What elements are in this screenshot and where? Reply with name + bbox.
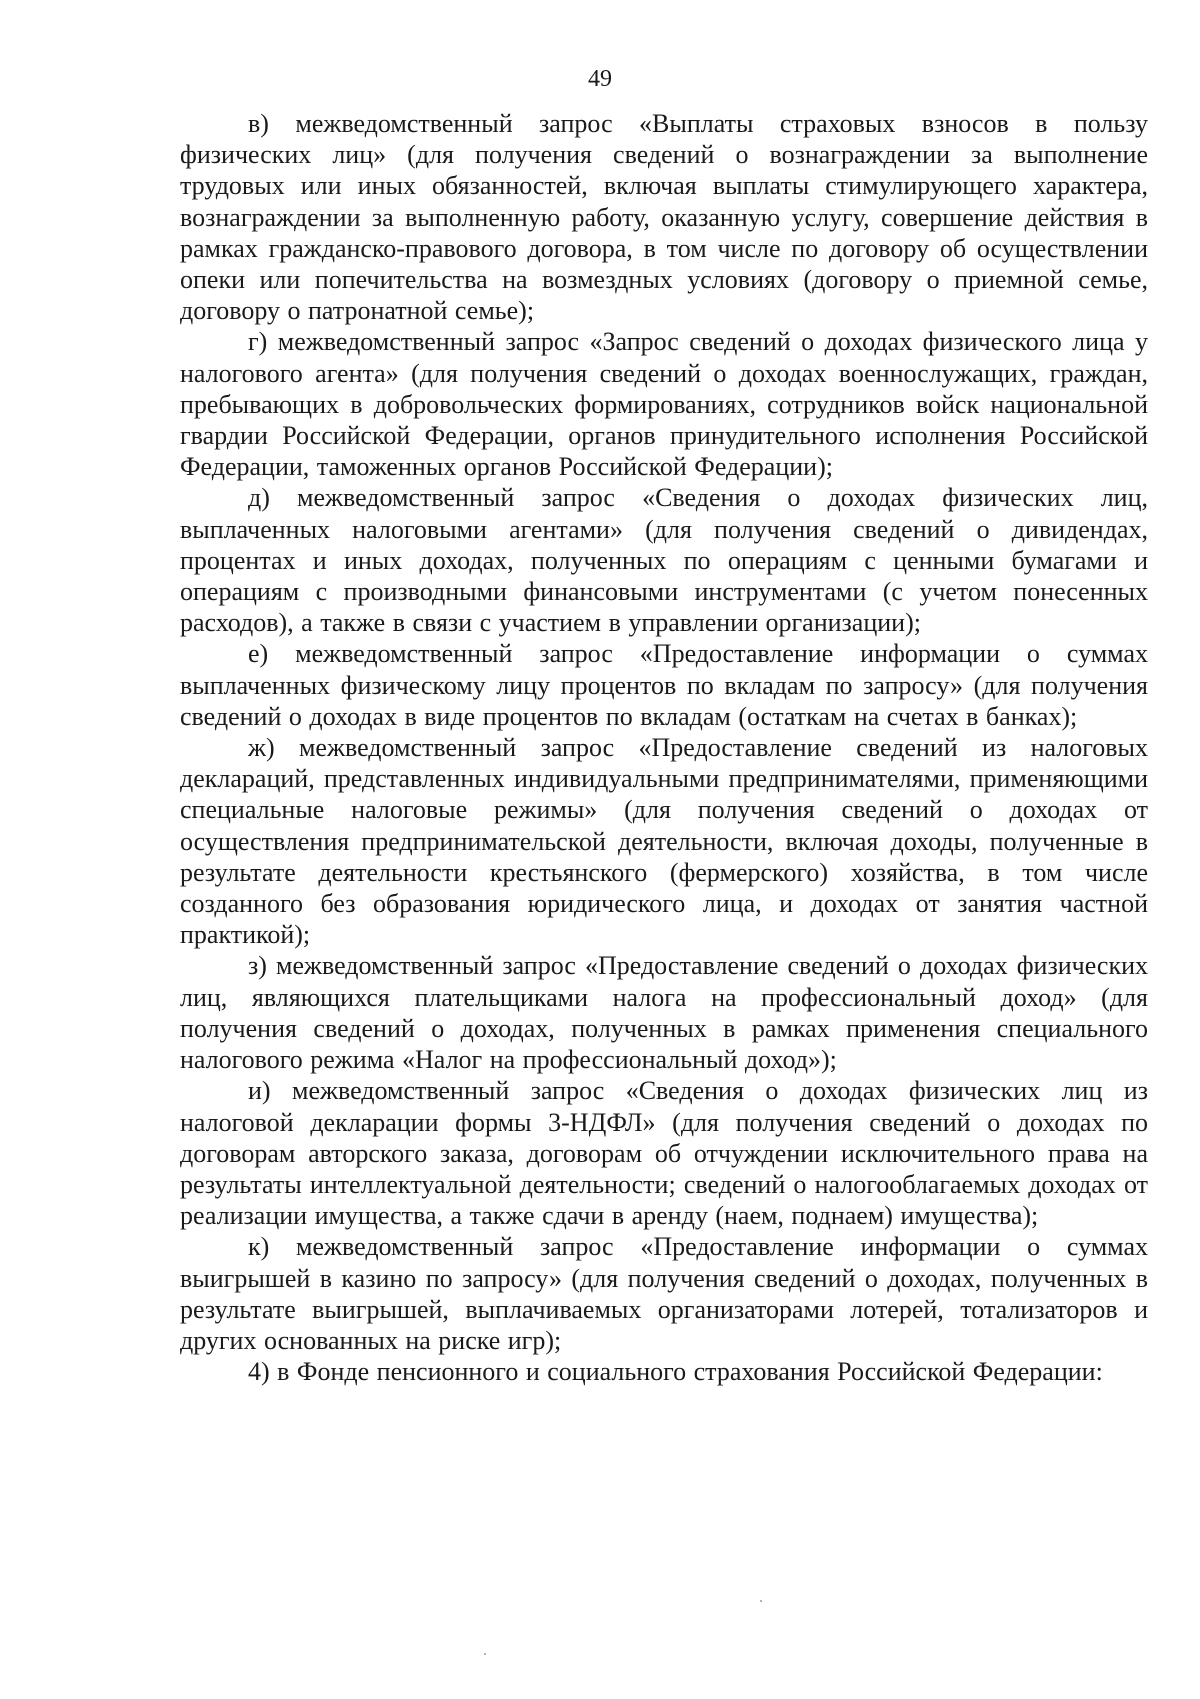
scan-speck xyxy=(484,1653,486,1655)
paragraph-z: з) межведомственный запрос «Предоставление сведений о доходах физических лиц, являющихся плательщиками налога на профессиональный доход» (для получения сведений о доходах, полученных в рамках применения специального налогового режима «Налог на профессиональный доход»); xyxy=(180,951,1148,1075)
paragraph-zh: ж) межведомственный запрос «Предоставление сведений из налоговых деклараций, представленных индивидуальными предпринимателями, применяющими специальные налоговые режимы» (для получения сведений о доходах от осуществления предпринимательской деятельности, включая доходы, полученные в результате деятельности крестьянского (фермерского) хозяйства, в том числе созданного без образования юридического лица, и доходах от занятия частной практикой); xyxy=(180,733,1148,950)
paragraph-k: к) межведомственный запрос «Предоставление информации о суммах выигрышей в казино по запросу» (для получения сведений о доходах, полученных в результате выигрышей, выплачиваемых организаторами лотерей, тотализаторов и других основанных на риске игр); xyxy=(180,1232,1148,1355)
page-number: 49 xyxy=(588,66,612,92)
paragraph-i: и) межведомственный запрос «Сведения о доходах физических лиц из налоговой декларации формы 3-НДФЛ» (для получения сведений о доходах по договорам авторского заказа, договорам об отчуждении исключительного права на результаты интеллектуальной деятельности; сведений о налогооблагаемых доходах от реализации имущества, а также сдачи в аренду (наем, поднаем) имущества); xyxy=(180,1076,1148,1231)
scan-speck xyxy=(760,1600,762,1602)
document-body xyxy=(180,108,1148,1387)
paragraph-e: е) межведомственный запрос «Предоставление информации о суммах выплаченных физическому лицу процентов по вкладам по запросу» (для получения сведений о доходах в виде процентов по вкладам (остаткам на счетах в банках); xyxy=(180,639,1148,731)
paragraph-d: д) межведомственный запрос «Сведения о доходах физических лиц, выплаченных налоговыми агентами» (для получения сведений о дивидендах, процентах и иных доходах, полученных по операциям с ценными бумагами и операциям с производными финансовыми инструментами (с учетом понесенных расходов), а также в связи с участием в управлении организации); xyxy=(180,483,1148,638)
paragraph-g: г) межведомственный запрос «Запрос сведений о доходах физического лица у налогового агента» (для получения сведений о доходах военнослужащих, граждан, пребывающих в добровольческих формированиях, сотрудников войск национальной гвардии Российской Федерации, органов принудительного исполнения Российской Федерации, таможенных органов Российской Федерации); xyxy=(180,327,1148,482)
paragraph-4: 4) в Фонде пенсионного и социального страхования Российской Федерации: xyxy=(248,1357,1103,1387)
paragraph-v: в) межведомственный запрос «Выплаты страховых взносов в пользу физических лиц» (для получения сведений о вознаграждении за выполнение трудовых или иных обязанностей, включая выплаты стимулирующего характера, вознаграждении за выполненную работу, оказанную услугу, совершение действия в рамках гражданско-правового договора, в том числе по договору об осуществлении опеки или попечительства на возмездных условиях (договору о приемной семье, договору о патронатной семье); xyxy=(180,109,1148,326)
